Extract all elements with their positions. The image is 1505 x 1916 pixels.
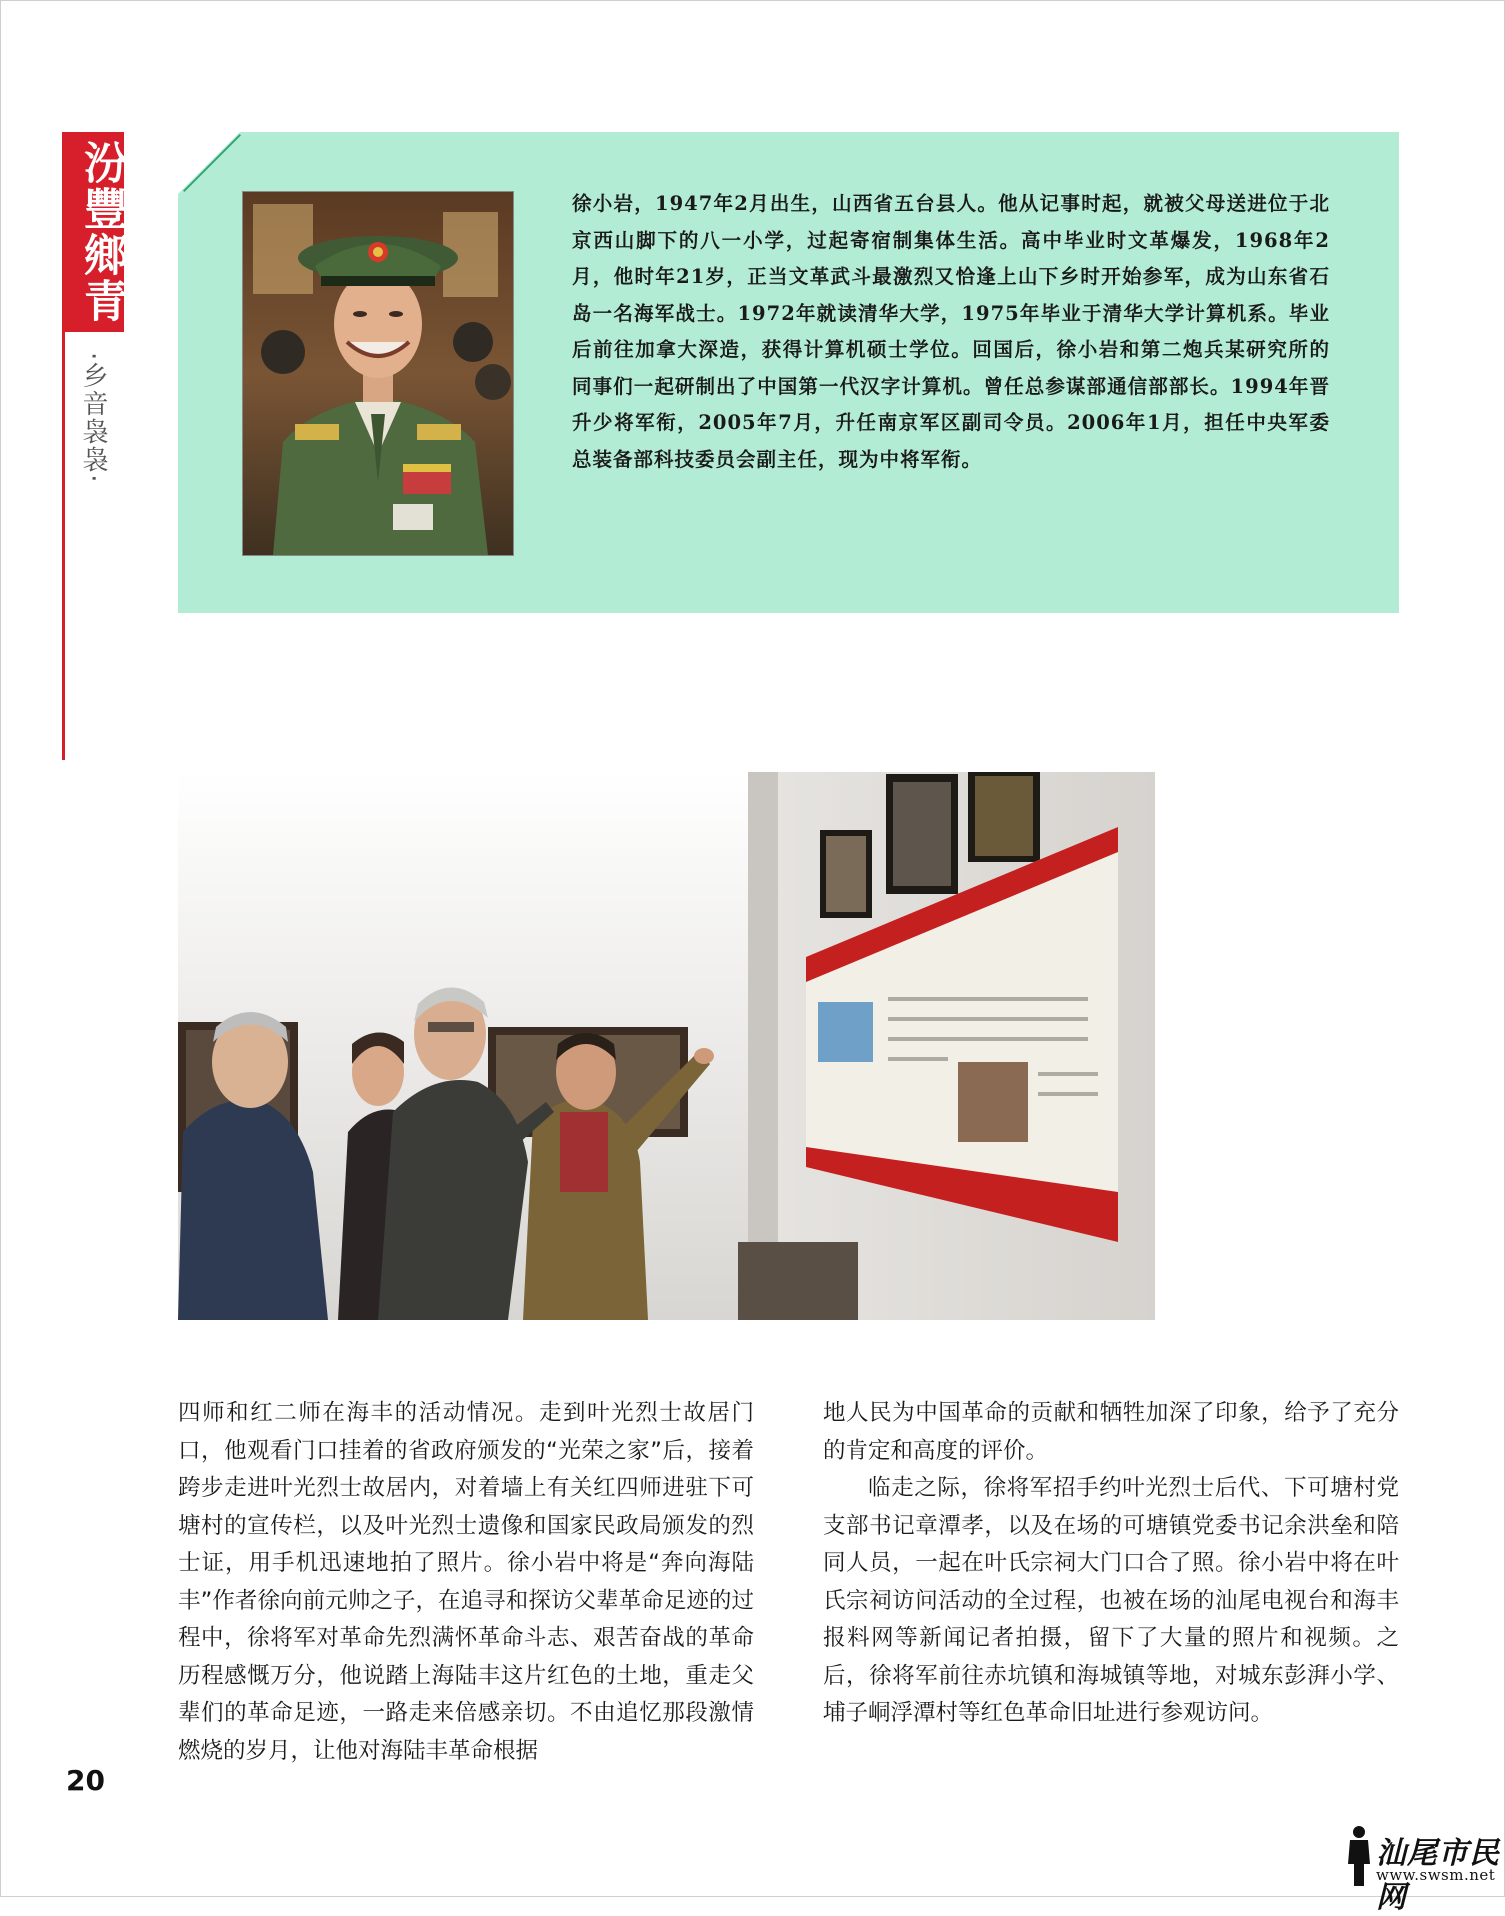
body-paragraph-left: 四师和红二师在海丰的活动情况。走到叶光烈士故居门口，他观看门口挂着的省政府颁发的“光荣之家”后，接着跨步走进叶光烈士故居内，对着墙上有关红四师进驻下可塘村的宣传栏，以及叶光烈士遗像和国家民政局颁发的烈士证，用手机迅速地拍了照片。徐小岩中将是“奔向海陆丰”作者徐向前元帅之子，在追寻和探访父辈革命足迹的过程中，徐将军对革命先烈满怀革命斗志、艰苦奋战的革命历程感慨万分，他说踏上海陆丰这片红色的土地，重走父辈们的革命足迹，一路走来倍感亲切。不由追忆那段激情燃烧的岁月，让他对海陆丰革命根据 <box>178 1400 754 1764</box>
bio-text: 徐小岩，1947年2月出生，山西省五台县人。他从记事时起，就被父母送进位于北京西山脚下的八一小学，过起寄宿制集体生活。高中毕业时文革爆发，1968年2月，他时年21岁，正当文革武斗最激烈又恰逢上山下乡时开始参军，成为山东省石岛一名海军战士。1972年就读清华大学，1975年毕业于清华大学计算机系。毕业后前往加拿大深造，获得计算机硕士学位。回国后，徐小岩和第二炮兵某研究所的同事们一起研制出了中国第一代汉字计算机。曾任总参谋部通信部部长。1994年晋升少将军衔，2005年7月，升任南京军区副司令员。2006年1月，担任中央军委总装备部科技委员会副主任，现为中将军衔。 <box>572 192 1330 471</box>
silhouette-icon <box>1342 1824 1376 1888</box>
visit-photo <box>178 772 1155 1320</box>
bio-box <box>178 132 1399 613</box>
portrait-photo <box>242 191 514 556</box>
site-watermark <box>1342 1824 1502 1915</box>
page-number: 20 <box>66 1764 105 1797</box>
body-paragraph-right-1: 地人民为中国革命的贡献和牺牲加深了印象，给予了充分的肯定和高度的评价。 <box>823 1400 1399 1464</box>
body-column-left <box>178 1395 754 1770</box>
body-column-right <box>823 1395 1399 1733</box>
section-label: ·乡音袅袅· <box>78 352 108 485</box>
visit-photo-illustration <box>178 772 1155 1320</box>
watermark-url: www.swsm.net <box>1376 1866 1496 1884</box>
magazine-logo <box>62 132 127 332</box>
portrait-illustration <box>243 192 513 555</box>
body-paragraph-right-2: 临走之际，徐将军招手约叶光烈士后代、下可塘村党支部书记章潭孝，以及在场的可塘镇党委书记余洪垒和陪同人员，一起在叶氏宗祠大门口合了照。徐小岩中将在叶氏宗祠访问活动的全过程，也被在场的汕尾电视台和海丰报料网等新闻记者拍摄，留下了大量的照片和视频。之后，徐将军前往赤坑镇和海城镇等地，对城东彭湃小学、埔子峒浮潭村等红色革命旧址进行参观访问。 <box>823 1475 1399 1726</box>
magazine-logo-text: 汾豐鄉青 <box>76 140 127 324</box>
watermark-title: 汕尾市民网 <box>1376 1836 1500 1915</box>
